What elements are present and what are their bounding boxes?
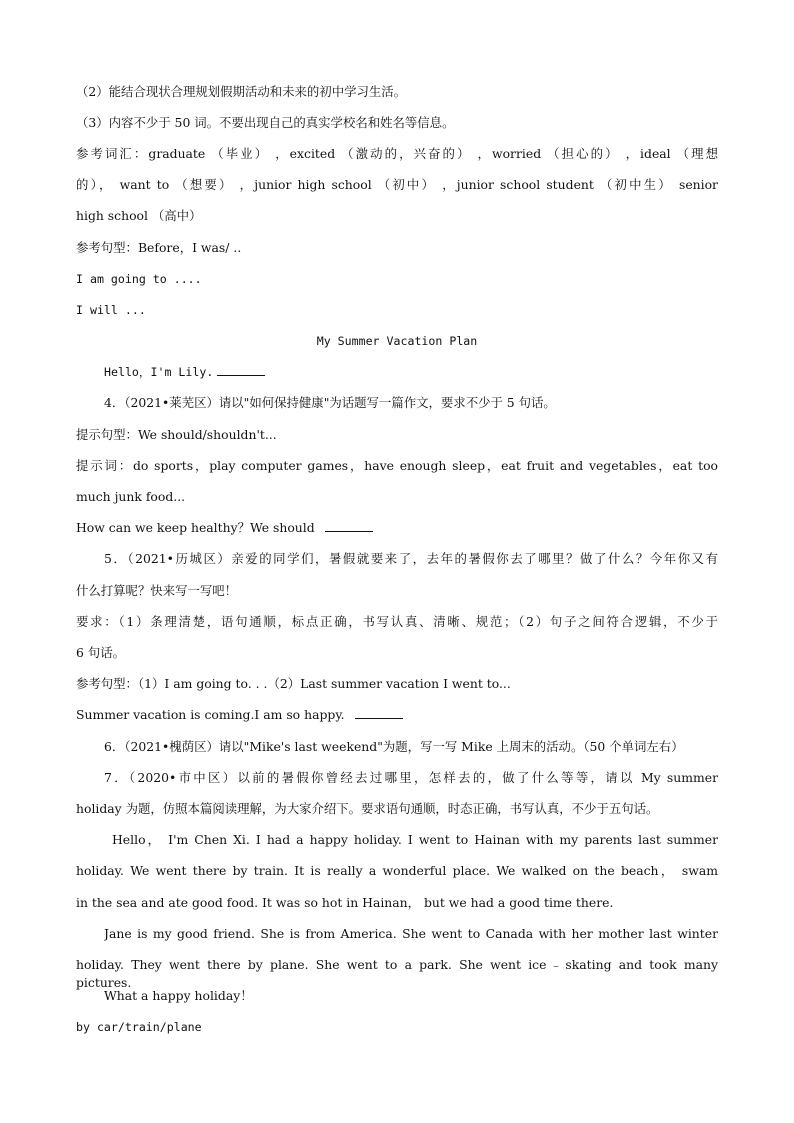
- question-5-line-2: 什么打算呢？快来写一写吧！: [76, 583, 238, 598]
- passage-1-line-1: Hello， I'm Chen Xi. I had a happy holiday. I went to Hainan with my parents last summer: [112, 832, 718, 847]
- q4-start-text: How can we keep healthy？We should: [76, 520, 315, 535]
- requirement-2: （2）能结合现状合理规划假期活动和未来的初中学习生活。: [76, 84, 407, 99]
- answer-blank: [325, 519, 373, 532]
- essay-start-text: Hello，I'm Lily.: [104, 365, 214, 379]
- question-5-line-1: 5．（2021•历城区）亲爱的同学们，暑假就要来了，去年的暑假你去了哪里？做了什么？今年你又有: [104, 551, 718, 566]
- passage-1-line-3: in the sea and ate good food. It was so hot in Hainan， but we had a good time there.: [76, 895, 614, 910]
- q4-start-line: [76, 519, 718, 537]
- q5-requirement-line-1: 要求：（1）条理清楚，语句通顺，标点正确，书写认真、清晰、规范；（2）句子之间符合逻辑，不少于: [76, 614, 718, 629]
- passage-3: What a happy holiday！: [104, 988, 253, 1003]
- q4-words-line-2: much junk food...: [76, 489, 186, 504]
- q5-pattern: 参考句型：（1）I am going to. . .（2）Last summer vacation I went to...: [76, 676, 511, 691]
- q4-words-line-1: 提示词：do sports，play computer games，have enough sleep，eat fruit and vegetables，eat too: [76, 458, 718, 473]
- requirement-3: （3）内容不少于 50 词。不要出现自己的真实学校名和姓名等信息。: [76, 115, 455, 130]
- q5-start-text: Summer vacation is coming.I am so happy.: [76, 707, 345, 722]
- pattern-title: 参考句型：Before，I was/ ..: [76, 240, 242, 255]
- answer-blank: [217, 363, 265, 376]
- vocab-line-1: 参考词汇：graduate （毕业） ，excited （激动的，兴奋的） ，worried （担心的） ，ideal （理想: [76, 146, 718, 161]
- vocab-line-2: 的）， want to （想要） ，junior high school （初中） ，junior school student （初中生） senior: [76, 177, 718, 192]
- question-7-line-1: 7．（2020•市中区）以前的暑假你曾经去过哪里，怎样去的，做了什么等等，请以 My summer: [104, 770, 718, 785]
- essay-title: My Summer Vacation Plan: [316, 334, 478, 348]
- essay-start-line: [104, 363, 718, 381]
- question-4: 4．（2021•莱芜区）请以"如何保持健康"为话题写一篇作文，要求不少于 5 句话。: [104, 395, 556, 410]
- q5-requirement-line-2: 6 句话。: [76, 645, 125, 660]
- pattern-line-3: I will ...: [76, 303, 146, 317]
- pattern-line-2: I am going to ....: [76, 272, 202, 286]
- question-6: 6．（2021•槐荫区）请以"Mike's last weekend"为题，写一写 Mike 上周末的活动。（50 个单词左右）: [104, 739, 684, 754]
- q5-start-line: [76, 706, 718, 724]
- passage-1-line-2: holiday. We went there by train. It is really a wonderful place. We walked on the beach， swam: [76, 863, 718, 878]
- answer-blank: [355, 706, 403, 719]
- transport-hint: by car/train/plane: [76, 1020, 202, 1034]
- q4-pattern: 提示句型：We should/shouldn't...: [76, 427, 277, 442]
- question-7-line-2: holiday 为题，仿照本篇阅读理解，为大家介绍下。要求语句通顺，时态正确，书写认真，不少于五句话。: [76, 801, 659, 816]
- vocab-line-3: high school （高中）: [76, 208, 202, 223]
- passage-2-line-2: holiday. They went there by plane. She went to a park. She went ice﹣skating and took many pictures.: [76, 957, 718, 990]
- passage-2-line-1: Jane is my good friend. She is from America. She went to Canada with her mother last winter: [104, 926, 718, 941]
